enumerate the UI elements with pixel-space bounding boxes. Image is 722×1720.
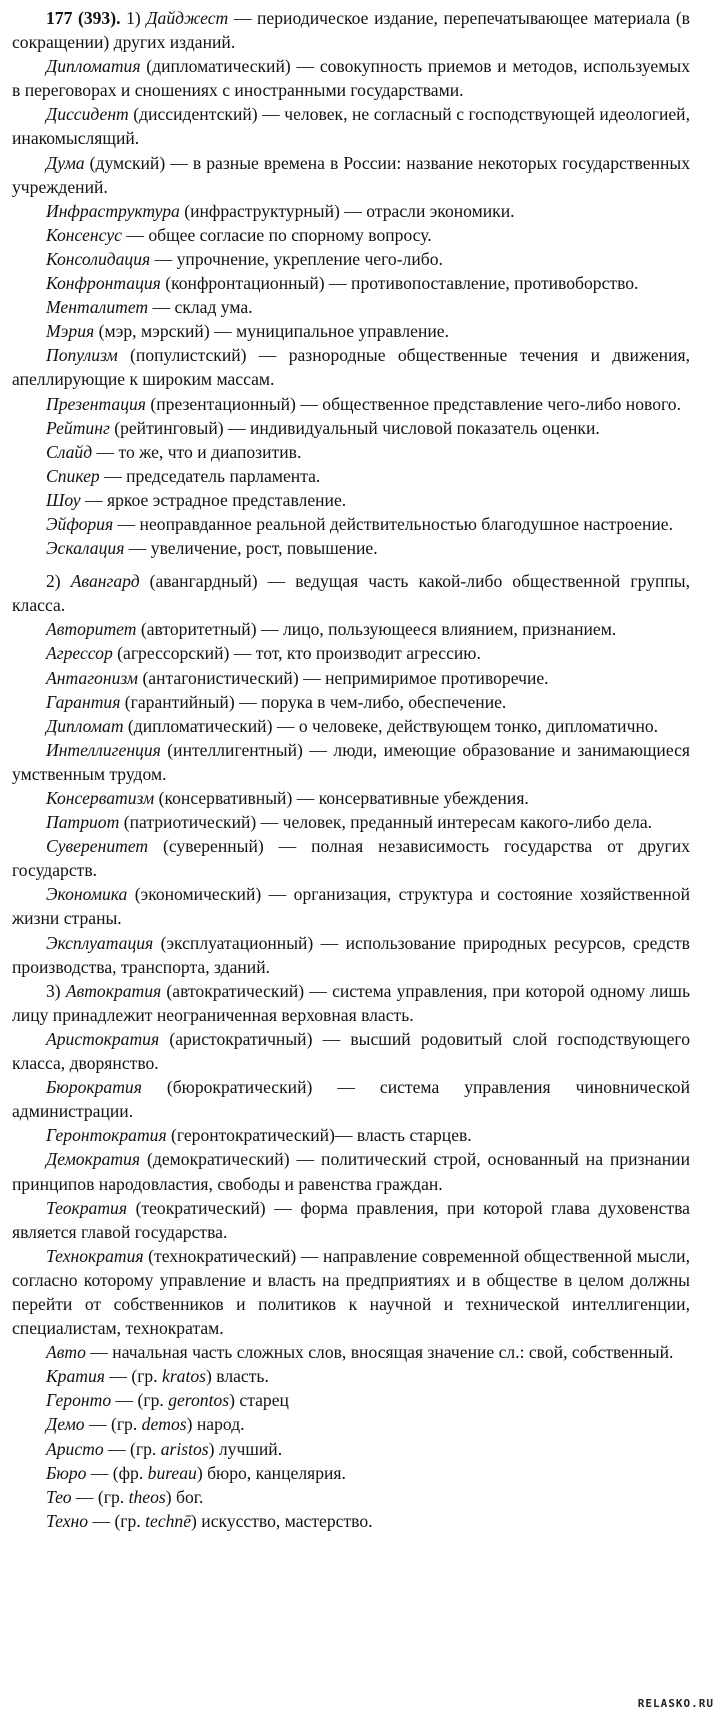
entry-2-5 <box>12 714 690 738</box>
definition: (популистский) — разнородные общественные течения и движения, апеллирующие к широким массам. <box>12 345 690 390</box>
definition-tail: ) лучший. <box>208 1438 283 1459</box>
entry-1-7 <box>12 271 690 295</box>
entry-1-16 <box>12 512 690 536</box>
term: Авангард <box>70 571 140 592</box>
definition: (эксплуатационный) — использование природных ресурсов, средств производства, транспорта, зданий. <box>12 932 690 977</box>
entry-2-6 <box>12 738 690 786</box>
definition: (авторитетный) — лицо, пользующееся влиянием, признанием. <box>136 619 617 640</box>
entry-1-2 <box>12 102 690 150</box>
definition: — яркое эстрадное представление. <box>80 489 347 510</box>
watermark: RELASKO.RU <box>637 1696 714 1710</box>
term: Презентация <box>46 393 146 414</box>
term: Антагонизм <box>46 667 139 688</box>
term: Тео <box>46 1486 72 1507</box>
term: Дипломатия <box>46 56 141 77</box>
entry-3-5 <box>12 1196 690 1244</box>
term: Консерватизм <box>46 788 155 808</box>
definition-tail: ) бог. <box>165 1486 204 1507</box>
entry-3-10 <box>12 1412 690 1436</box>
definition: (теократический) — форма правления, при которой глава духовенства является главой государства. <box>12 1197 690 1242</box>
term: Дума <box>46 152 85 173</box>
entry-3-8 <box>12 1364 690 1388</box>
term: Экономика <box>46 884 128 905</box>
definition: (думский) — в разные времена в России: название некоторых государственных учреждений. <box>12 152 690 197</box>
entry-2-1 <box>12 617 690 641</box>
section-marker: 1) <box>126 8 147 28</box>
term: Диссидент <box>46 104 129 125</box>
term: Конфронтация <box>46 273 161 294</box>
definition: (гарантийный) — порука в чем-либо, обеспечение. <box>120 691 507 712</box>
entry-1-8 <box>12 295 690 319</box>
entry-1-0 <box>12 6 690 54</box>
definition: (экономический) — организация, структура и состояние хозяйственной жизни страны. <box>12 884 690 929</box>
entry-3-13 <box>12 1485 690 1509</box>
entry-1-3 <box>12 151 690 199</box>
origin-word: theos <box>128 1486 166 1507</box>
term: Мэрия <box>46 321 95 342</box>
term: Демо <box>46 1414 85 1435</box>
entry-1-17 <box>12 536 690 560</box>
term: Кратия <box>46 1366 105 1387</box>
definition: — (гр. <box>104 1366 163 1387</box>
definition: — неоправданное реальной действительностью благодушное настроение. <box>113 513 673 534</box>
term: Технократия <box>46 1245 144 1266</box>
term: Бюро <box>46 1462 87 1483</box>
entry-1-15 <box>12 488 690 512</box>
definition: — то же, что и диапозитив. <box>92 441 302 462</box>
exercise-number: 177 (393). <box>46 8 121 28</box>
definition: (автократический) — система управления, при которой одному лишь лицу принадлежит неограниченная верховная власть. <box>12 980 690 1025</box>
definition: (аристократичный) — высший родовитый слой господствующего класса, дворянство. <box>12 1028 690 1074</box>
entry-1-14 <box>12 464 690 488</box>
term: Дайджест <box>146 8 229 28</box>
term: Эскалация <box>46 538 125 559</box>
term: Эйфория <box>46 513 114 534</box>
definition: (интеллигентный) — люди, имеющие образование и занимающиеся умственным трудом. <box>12 739 690 784</box>
definition: — увеличение, рост, повышение. <box>124 538 378 559</box>
definition: (дипломатический) — о человеке, действующем тонко, дипломатично. <box>123 715 659 736</box>
entry-3-11 <box>12 1437 690 1461</box>
term: Консолидация <box>46 248 151 269</box>
definition: — председатель парламента. <box>99 465 321 486</box>
definition: (авангардный) — ведущая часть какой-либо общественной группы, класса. <box>12 571 690 616</box>
term: Бюрократия <box>46 1077 142 1098</box>
entry-3-7 <box>12 1340 690 1364</box>
definition: (агрессорский) — тот, кто производит агрессию. <box>112 643 481 664</box>
definition: — (фр. <box>86 1462 148 1483</box>
section-marker: 3) <box>46 980 66 1001</box>
term: Техно <box>46 1510 89 1531</box>
entry-3-0 <box>12 979 690 1027</box>
origin-word: demos <box>141 1414 187 1435</box>
entry-2-7 <box>12 786 690 810</box>
definition: (консервативный) — консервативные убеждения. <box>154 788 529 808</box>
origin-word: kratos <box>162 1366 207 1387</box>
definition-tail: ) старец <box>229 1390 289 1411</box>
term: Автократия <box>65 980 162 1001</box>
definition: — общее согласие по спорному вопросу. <box>121 224 432 245</box>
term: Теократия <box>46 1197 128 1218</box>
entry-1-10 <box>12 343 690 391</box>
term: Демократия <box>46 1149 141 1170</box>
definition: — периодическое издание, перепечатывающее материала (в сокращении) других изданий. <box>12 8 690 53</box>
definition: (бюрократический) — система управления чиновнической администрации. <box>12 1077 690 1122</box>
entry-3-14 <box>12 1509 690 1533</box>
term: Авторитет <box>46 619 137 640</box>
definition: — упрочнение, укрепление чего-либо. <box>150 248 443 269</box>
entry-3-1 <box>12 1027 690 1075</box>
entry-3-2 <box>12 1075 690 1123</box>
term: Агрессор <box>46 643 113 664</box>
term: Эксплуатация <box>46 932 154 953</box>
definition: — (гр. <box>88 1510 146 1531</box>
definition: (технократический) — направление современной общественной мысли, согласно которому управление и власть на предприятиях и в обществе в целом должны перейти от собственников и политиков к научной и технической интеллигенции, специалистам, технократам. <box>12 1245 690 1339</box>
term: Авто <box>46 1342 86 1363</box>
definition: (демократический) — политический строй, основанный на признании принципов народовластия, свободы и равенства граждан. <box>12 1149 690 1194</box>
origin-word: bureau <box>147 1462 197 1483</box>
entry-3-6 <box>12 1244 690 1340</box>
entry-1-5 <box>12 223 690 247</box>
definition: — начальная часть сложных слов, вносящая значение сл.: свой, собственный. <box>85 1342 674 1363</box>
term: Шоу <box>46 489 81 510</box>
term: Слайд <box>46 441 93 462</box>
term: Интеллигенция <box>46 739 161 760</box>
definition: (конфронтационный) — противопоставление, противоборство. <box>160 273 639 294</box>
term: Суверенитет <box>46 836 149 857</box>
entry-1-13 <box>12 440 690 464</box>
entry-2-9 <box>12 834 690 882</box>
section-marker: 2) <box>46 571 71 592</box>
entry-3-4 <box>12 1147 690 1195</box>
definition: (суверенный) — полная независимость государства от других государств. <box>12 836 690 881</box>
definition: (инфраструктурный) — отрасли экономики. <box>179 200 515 221</box>
term: Популизм <box>46 345 118 366</box>
entry-3-3 <box>12 1123 690 1147</box>
term: Аристо <box>46 1438 104 1459</box>
term: Гарантия <box>46 691 121 712</box>
entry-2-4 <box>12 690 690 714</box>
entry-2-2 <box>12 641 690 665</box>
definition: — (гр. <box>111 1390 169 1411</box>
definition: — склад ума. <box>148 297 253 318</box>
term: Аристократия <box>46 1028 160 1049</box>
definition: (презентационный) — общественное представление чего-либо нового. <box>145 393 681 414</box>
entry-1-12 <box>12 416 690 440</box>
term: Геронто <box>46 1390 112 1411</box>
definition: — (гр. <box>84 1414 142 1435</box>
definition: — (гр. <box>103 1438 161 1459</box>
term: Дипломат <box>46 715 124 736</box>
entry-3-9 <box>12 1388 690 1412</box>
origin-word: gerontos <box>168 1390 230 1411</box>
entry-3-12 <box>12 1461 690 1485</box>
definition-tail: ) власть. <box>206 1366 269 1387</box>
entry-1-6 <box>12 247 690 271</box>
term: Спикер <box>46 465 100 486</box>
definition-tail: ) народ. <box>186 1414 245 1435</box>
term: Патриот <box>46 812 120 833</box>
definition-tail: ) бюро, канцелярия. <box>196 1462 346 1483</box>
entry-1-1 <box>12 54 690 102</box>
definition: — (гр. <box>71 1486 129 1507</box>
entry-2-8 <box>12 810 690 834</box>
entry-2-0 <box>12 569 690 617</box>
entry-2-11 <box>12 931 690 979</box>
entry-1-4 <box>12 199 690 223</box>
definition: (диссидентский) — человек, не согласный с господствующей идеологией, инакомыслящий. <box>12 104 690 149</box>
definition: (рейтинговый) — индивидуальный числовой показатель оценки. <box>109 417 600 438</box>
entry-2-3 <box>12 666 690 690</box>
origin-word: aristos <box>160 1438 209 1459</box>
definition: (антагонистический) — непримиримое противоречие. <box>138 667 549 688</box>
term: Менталитет <box>46 297 149 318</box>
entry-1-11 <box>12 392 690 416</box>
origin-word: technē <box>145 1510 192 1531</box>
definition: (геронтократический)— власть старцев. <box>166 1125 472 1146</box>
term: Рейтинг <box>46 417 110 438</box>
term: Геронтократия <box>46 1125 167 1146</box>
definition-tail: ) искусство, мастерство. <box>191 1510 373 1531</box>
term: Инфраструктура <box>46 200 180 221</box>
exercise-content <box>12 6 690 1533</box>
definition: (мэр, мэрский) — муниципальное управление. <box>94 321 450 342</box>
definition: (патриотический) — человек, преданный интересам какого-либо дела. <box>119 812 653 833</box>
term: Консенсус <box>46 224 122 245</box>
entry-1-9 <box>12 319 690 343</box>
definition: (дипломатический) — совокупность приемов и методов, используемых в переговорах и сношениях с иностранными государствами. <box>12 56 690 101</box>
entry-2-10 <box>12 882 690 930</box>
